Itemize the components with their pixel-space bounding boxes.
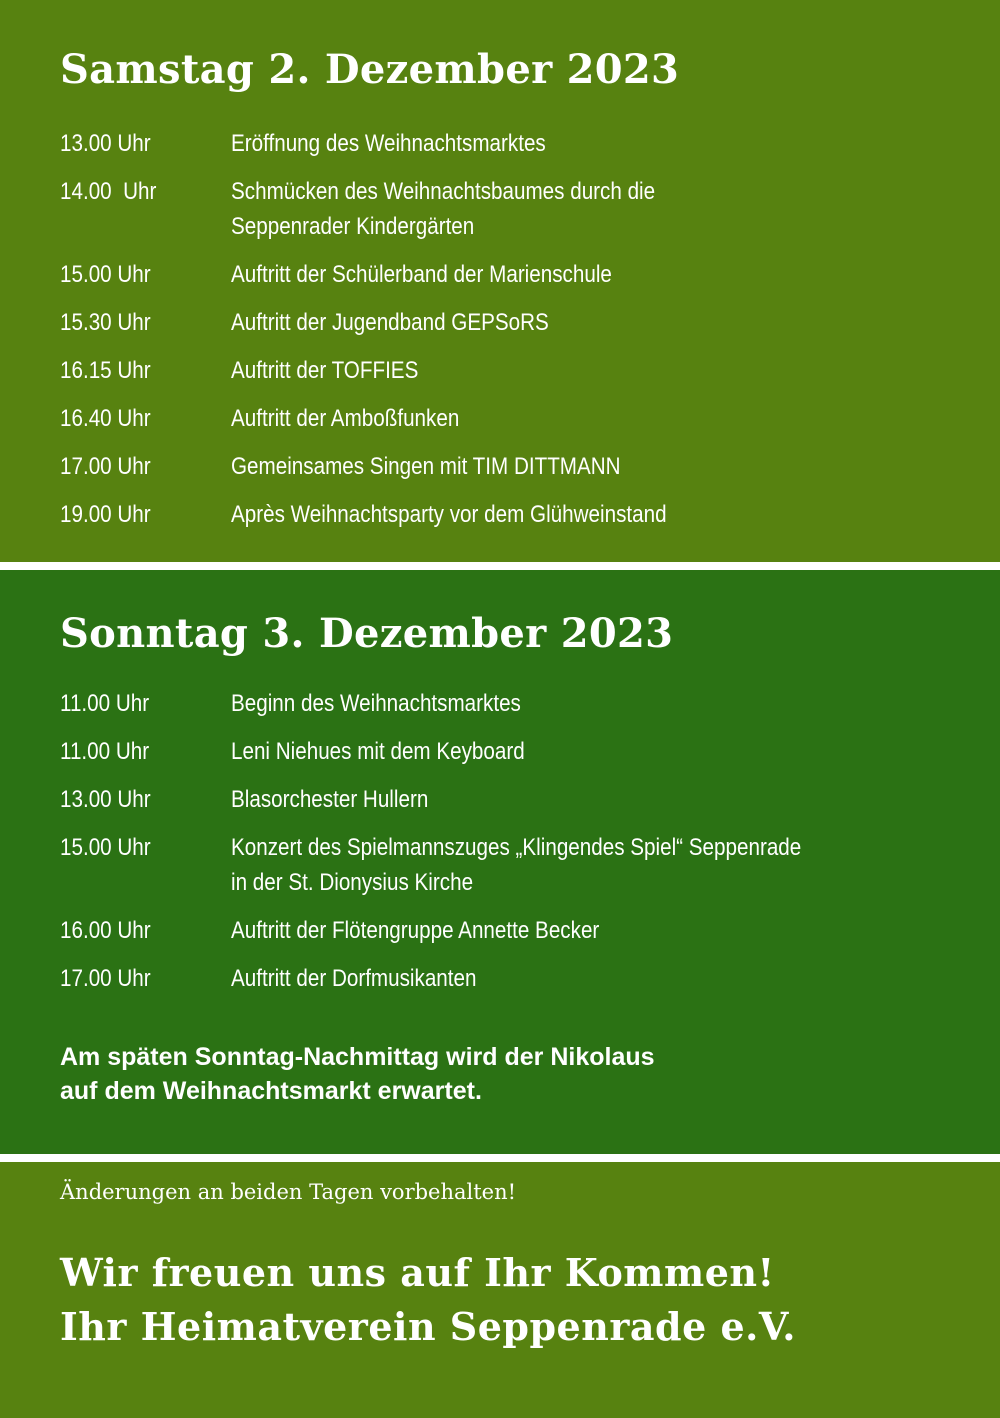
event-description: Auftritt der Schülerband der Marienschule <box>231 261 612 288</box>
event-description: Leni Niehues mit dem Keyboard <box>231 738 525 765</box>
event-time: 16.40 Uhr <box>60 405 151 432</box>
event-time: 15.30 Uhr <box>60 309 151 336</box>
event-time: 13.00 Uhr <box>60 786 151 813</box>
event-description: Auftritt der Jugendband GEPSoRS <box>231 309 549 336</box>
event-description: Auftritt der Dorfmusikanten <box>231 965 477 992</box>
sunday-section <box>0 570 1000 1154</box>
closing-greeting: Wir freuen uns auf Ihr Kommen! Ihr Heimatverein Seppenrade e.V. <box>60 1250 796 1349</box>
program-item <box>60 734 960 769</box>
program-item <box>60 961 960 996</box>
event-description: Schmücken des Weihnachtsbaumes durch die Seppenrader Kindergärten <box>231 178 656 240</box>
event-time: 11.00 Uhr <box>60 738 150 765</box>
saturday-program-list <box>60 126 960 545</box>
saturday-title: Samstag 2. Dezember 2023 <box>60 46 680 93</box>
nikolaus-note: Am späten Sonntag-Nachmittag wird der Nikolaus auf dem Weihnachtsmarkt erwartet. <box>60 1043 655 1105</box>
changes-note: Änderungen an beiden Tagen vorbehalten! <box>60 1180 517 1204</box>
event-description: Blasorchester Hullern <box>231 786 429 813</box>
event-time: 19.00 Uhr <box>60 501 151 528</box>
program-item <box>60 830 960 900</box>
event-time: 15.00 Uhr <box>60 834 151 861</box>
program-item <box>60 497 960 532</box>
program-item <box>60 401 960 436</box>
event-time: 11.00 Uhr <box>60 690 150 717</box>
event-time: 16.15 Uhr <box>60 357 151 384</box>
program-item <box>60 686 960 721</box>
program-item <box>60 257 960 292</box>
footer-section <box>0 1162 1000 1418</box>
program-item <box>60 305 960 340</box>
event-description: Konzert des Spielmannszuges „Klingendes Spiel“ Seppenrade in der St. Dionysius Kirche <box>231 834 802 896</box>
program-item <box>60 449 960 484</box>
saturday-section <box>0 0 1000 562</box>
event-time: 13.00 Uhr <box>60 130 151 157</box>
event-description: Après Weihnachtsparty vor dem Glühweinstand <box>231 501 667 528</box>
program-item <box>60 174 960 244</box>
event-time: 15.00 Uhr <box>60 261 151 288</box>
sunday-title: Sonntag 3. Dezember 2023 <box>60 610 674 657</box>
program-item <box>60 126 960 161</box>
event-time: 14.00 Uhr <box>60 178 157 205</box>
event-description: Beginn des Weihnachtsmarktes <box>231 690 521 717</box>
event-time: 17.00 Uhr <box>60 453 151 480</box>
event-description: Auftritt der Flötengruppe Annette Becker <box>231 917 600 944</box>
program-item <box>60 353 960 388</box>
sunday-program-list <box>60 686 960 1009</box>
event-time: 17.00 Uhr <box>60 965 151 992</box>
event-description: Auftritt der Amboßfunken <box>231 405 460 432</box>
event-description: Auftritt der TOFFIES <box>231 357 419 384</box>
event-description: Eröffnung des Weihnachtsmarktes <box>231 130 546 157</box>
program-item <box>60 913 960 948</box>
event-time: 16.00 Uhr <box>60 917 151 944</box>
event-description: Gemeinsames Singen mit TIM DITTMANN <box>231 453 621 480</box>
program-item <box>60 782 960 817</box>
